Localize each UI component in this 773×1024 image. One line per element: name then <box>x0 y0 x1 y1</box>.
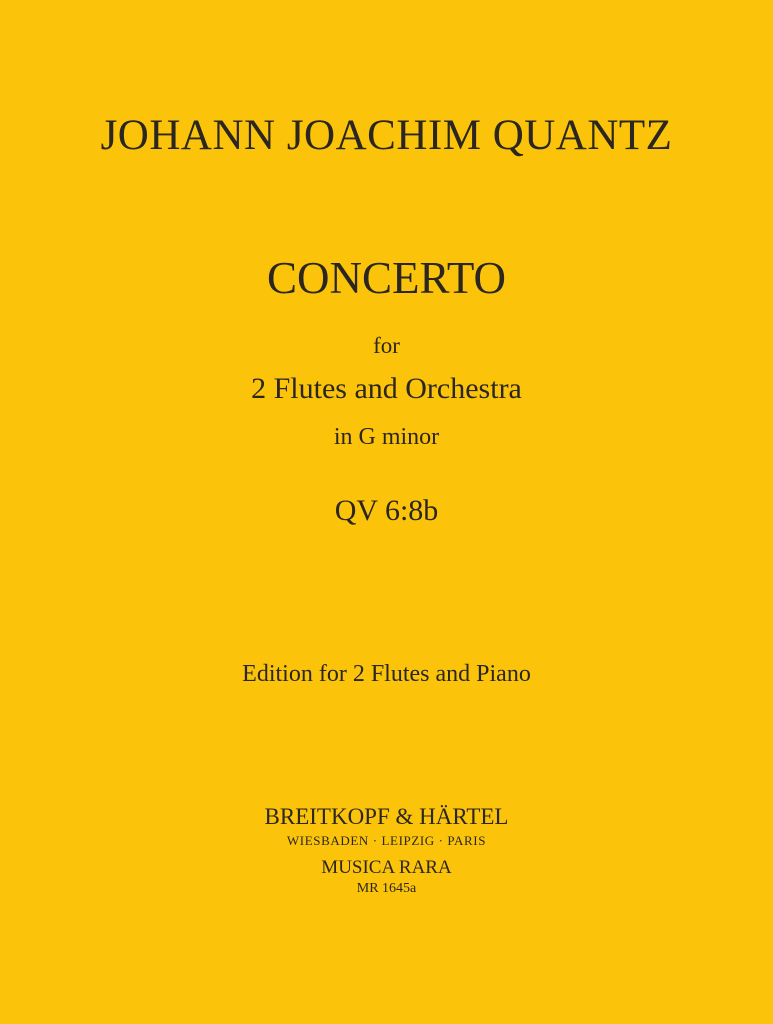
catalog-number: QV 6:8b <box>334 494 439 527</box>
work-title: CONCERTO <box>267 253 506 303</box>
publisher-imprint: MUSICA RARA <box>321 857 452 878</box>
key-signature: in G minor <box>333 424 440 450</box>
publisher-name: BREITKOPF & HÄRTEL <box>264 804 509 829</box>
for-label: for <box>373 333 400 358</box>
composer-name: JOHANN JOACHIM QUANTZ <box>100 112 673 159</box>
instrumentation: 2 Flutes and Orchestra <box>251 372 522 405</box>
edition-number: MR 1645a <box>356 881 417 896</box>
edition-description: Edition for 2 Flutes and Piano <box>242 661 531 687</box>
publisher-cities: WIESBADEN · LEIPZIG · PARIS <box>286 833 487 848</box>
